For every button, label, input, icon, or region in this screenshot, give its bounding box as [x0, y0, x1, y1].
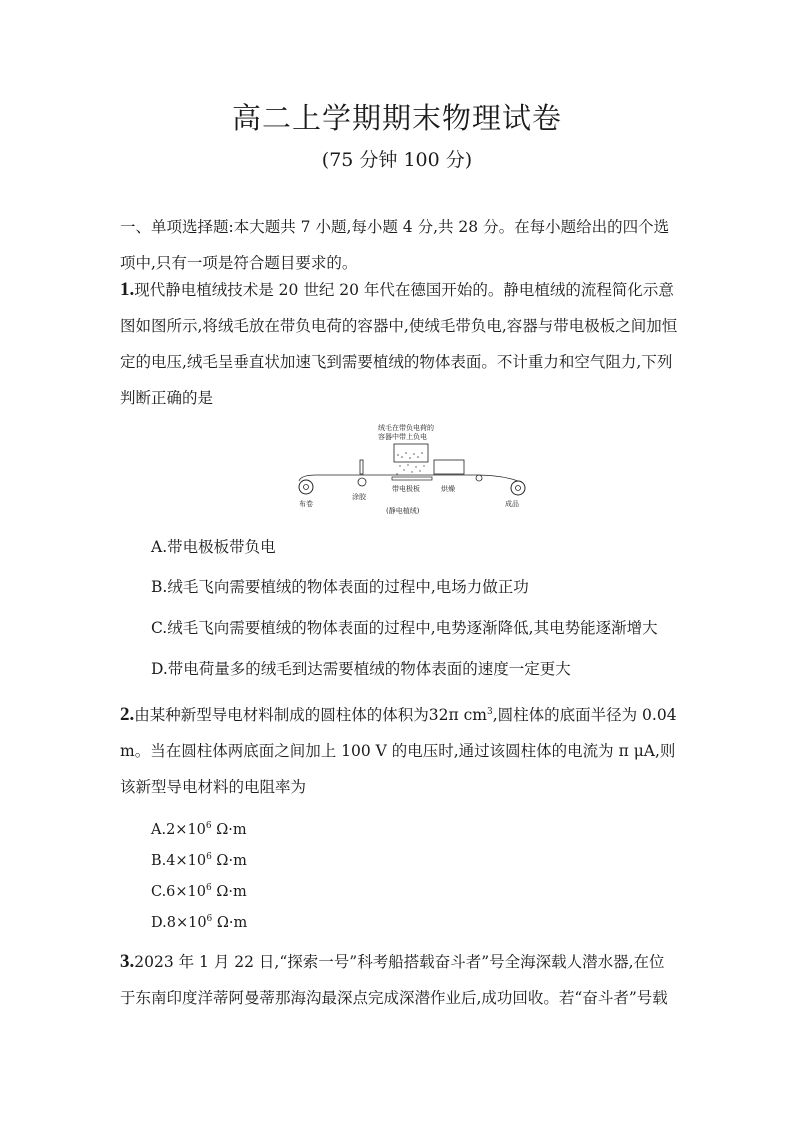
electrostatic-flocking-diagram [296, 422, 536, 517]
question-2-text-a: 由某种新型导电材料制成的圆柱体的体积为32π cm [134, 706, 487, 725]
question-1 [120, 272, 680, 416]
figure-label-buju: 布卷 [299, 500, 313, 508]
figure-top-label-1: 绒毛在带负电荷的 [378, 424, 434, 432]
question-3-text: 2023 年 1 月 22 日,“探索一号”科考船搭载奋斗者”号全海深载人潜水器,在位于东南印度洋蒂阿曼蒂那海沟最深点完成深潜作业后,成功回收。若“奋斗者”号载 [120, 953, 668, 1007]
question-2-text-b: ,圆柱体的底面半径为 0.04 m。当在圆柱体两底面之间加上 100 V 的电压时,通过该圆柱体的电流为 π μA,则该新型导电材料的电阻率为 [120, 706, 677, 797]
charged-plate [392, 477, 432, 480]
question-number: 3. [120, 951, 135, 972]
q2-option-d: $D.8\times 10^6$ Ω·m [151, 914, 248, 931]
question-1-text: 现代静电植绒技术是 20 世纪 20 年代在德国开始的。静电植绒的流程简化示意图如图所示,将绒毛放在带负电荷的容器中,使绒毛带负电,容器与带电极板之间加恒定的电压,绒毛呈垂直状加速飞到需要植绒的物体表面。不计重力和空气阻力,下列判断正确的是 [120, 281, 678, 407]
q1-option-a: A.带电极板带负电 [151, 538, 276, 556]
fiber-dots [396, 452, 424, 475]
figure-label-chengpin: 成品 [505, 500, 519, 508]
figure-label-tujiao: 涂胶 [352, 493, 366, 501]
section-intro: 一、单项选择题:本大题共 7 小题,每小题 4 分,共 28 分。在每小题给出的四个选项中,只有一项是符合题目要求的。 [120, 218, 670, 272]
dryer-box [434, 460, 464, 474]
q1-option-c: C.绒毛飞向需要植绒的物体表面的过程中,电势逐渐降低,其电势能逐渐增大 [151, 619, 658, 637]
figure-caption: (静电植绒) [386, 507, 420, 515]
exam-title: 高二上学期期末物理试卷 [231, 101, 562, 135]
product-roll-icon [511, 481, 525, 495]
figure-label-plate: 带电极板 [392, 485, 420, 493]
cloth-roll-icon [299, 480, 313, 494]
question-3 [120, 944, 680, 1016]
volume-exponent: 3 [486, 707, 493, 717]
q1-option-d: D.带电荷量多的绒毛到达需要植绒的物体表面的速度一定更大 [151, 660, 571, 678]
glue-roller-icon [358, 478, 366, 486]
exam-subtitle: (75 分钟 100 分) [321, 149, 473, 171]
q2-option-a: $A.2\times 10^6$ Ω·m [151, 821, 247, 838]
question-2 [120, 694, 680, 805]
q1-option-b: B.绒毛飞向需要植绒的物体表面的过程中,电场力做正功 [151, 578, 529, 596]
container-box [394, 444, 428, 462]
question-number: 1. [120, 279, 135, 300]
figure-top-label-2: 容器中带上负电 [378, 433, 427, 441]
q2-option-c: $C.6\times 10^6$ Ω·m [151, 883, 247, 900]
question-number: 2. [120, 704, 135, 726]
figure-label-hongkao: 烘燥 [441, 485, 455, 493]
q2-option-b: $B.4\times 10^6$ Ω·m [151, 852, 247, 869]
